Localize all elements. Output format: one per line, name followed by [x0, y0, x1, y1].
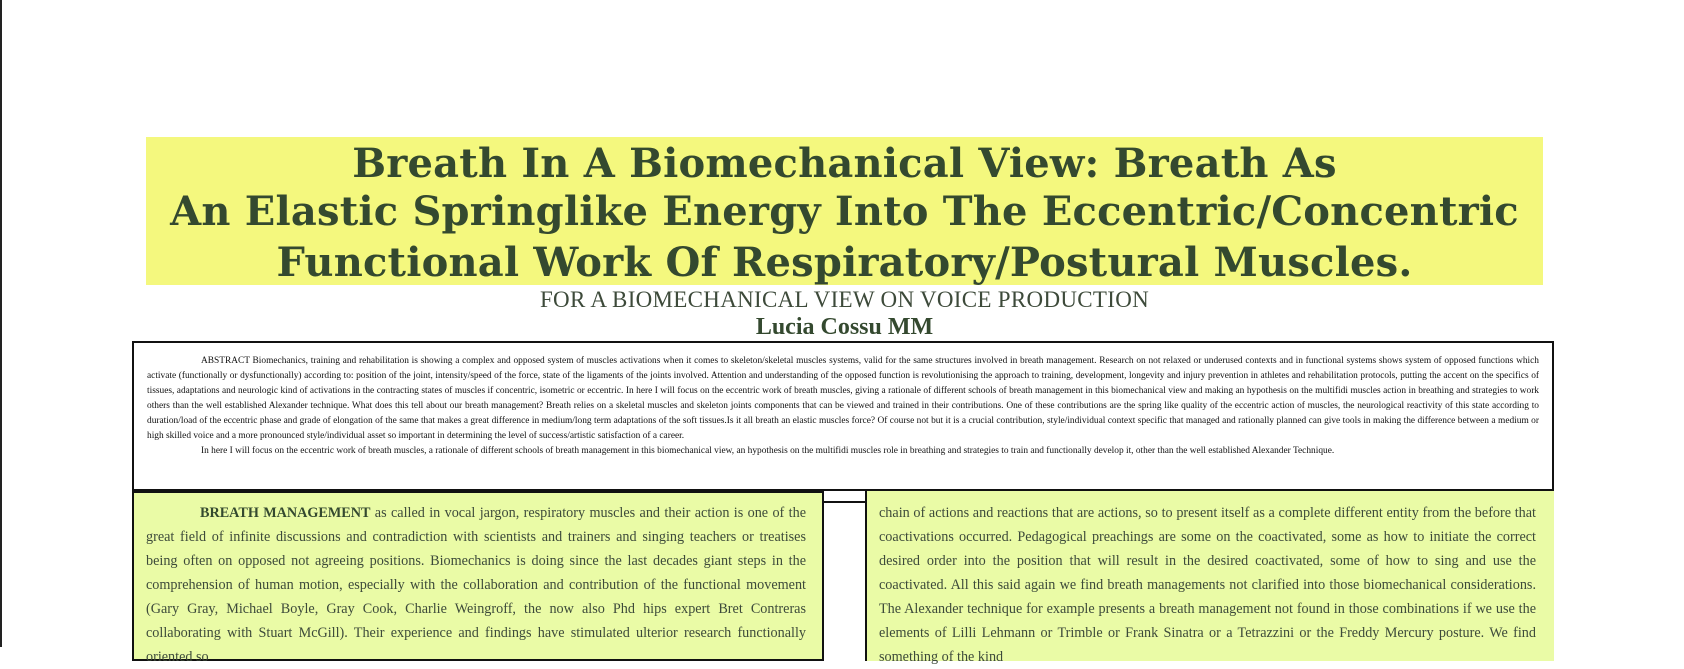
title-line-1: Breath In A Biomechanical View: Breath As [352, 140, 1337, 187]
column-separator-rule [824, 501, 865, 503]
author-name: Lucia Cossu MM [755, 314, 934, 340]
title-banner [146, 137, 1543, 285]
page-left-border [0, 0, 2, 647]
right-column-text: chain of actions and reactions that are actions, so to present itself as a complete different entity from the before that coactivations occurred. Pedagogical preachings are some on the coactivated, some as how to initiate the correct desired order into the position that will result in the desired coactivated, some of how to sing and use the coactivated. All this said again we find breath managements not clarified into those biomechanical considerations. The Alexander technique for example presents a breath management not found in those combinations if we use the elements of Lilli Lehmann or Trimble or Frank Sinatra or a Tetrazzini or the Freddy Mercury posture. We find something of the kind [879, 505, 1536, 665]
title-line-2: An Elastic Springlike Energy Into The Eccentric/Concentric [170, 188, 1519, 235]
left-column-body: as called in vocal jargon, respiratory muscles and their action is one of the great field of infinite discussions and contradiction with scientists and trainers and singing teachers or treatises being often on opposed not agreeing positions. Biomechanics is doing since the last decades giant steps in the comprehension of human motion, especially with the collaboration and contribution of the functional movement (Gary Gray, Michael Boyle, Gray Cook, Charlie Weingroff, the now also Phd hips expert Bret Contreras collaborating with Stuart McGill). Their experience and findings have stimulated ulterior research functionally oriented so [146, 505, 806, 665]
abstract-box [132, 341, 1554, 491]
section-heading-breath-management: BREATH MANAGEMENT [200, 505, 371, 521]
abstract-paragraph-1: ABSTRACT Biomechanics, training and rehabilitation is showing a complex and opposed system of muscles activations when it comes to skeleton/skeletal muscles systems, valid for the same structures involved in breath management. Research on not relaxed or underused contexts and in functional systems shows system of opposed functions which activate (functionally or dysfunctionally) according to: position of the joint, intensity/speed of the force, state of the ligaments of the joints involved. Attention and understanding of the opposed function is revolutionising the approach to training, development, longevity and injury prevention in athletes and rehabilitation protocols, putting the accent on the specifics of tissues, adaptations and neurologic kind of activations in the contracting states of muscles if concentric, isometric or eccentric. In here I will focus on the eccentric work of breath muscles, giving a rationale of different schools of breath management in this biomechanical view and making an hypothesis on the multifidi muscles action in breathing and strategies to work others than the well established Alexander technique. What does this tell about our breath management? Breath relies on a skeletal muscles and skeleton joints components that can be viewed and trained in their contributions. One of these contributions are the spring like quality of the eccentric action of muscles, the neurological reactivity of this state according to duration/load of the eccentric phase and grade of elongation of the same that makes a great difference in medium/long term adaptations of the soft tissues.Is it all breath an elastic muscles force? Of course not but it is a crucial contribution, style/individual context specific that managed and rationally planned can give tools in making the difference between a medium or high skilled voice and a more pronounced style/individual asset so important in determining the level of success/artistic satisfaction of a career. [147, 356, 1539, 441]
subtitle: FOR A BIOMECHANICAL VIEW ON VOICE PRODUCTION [539, 287, 1150, 312]
left-column-text [146, 501, 806, 669]
abstract-paragraph-2: In here I will focus on the eccentric work of breath muscles, a rationale of different schools of breath management in this biomechanical view, an hypothesis on the multifidi muscles role in breathing and strategies to train and functionally develop it, other than the well established Alexander Technique. [201, 446, 1335, 456]
title-line-3: Functional Work Of Respiratory/Postural Muscles. [276, 239, 1413, 286]
